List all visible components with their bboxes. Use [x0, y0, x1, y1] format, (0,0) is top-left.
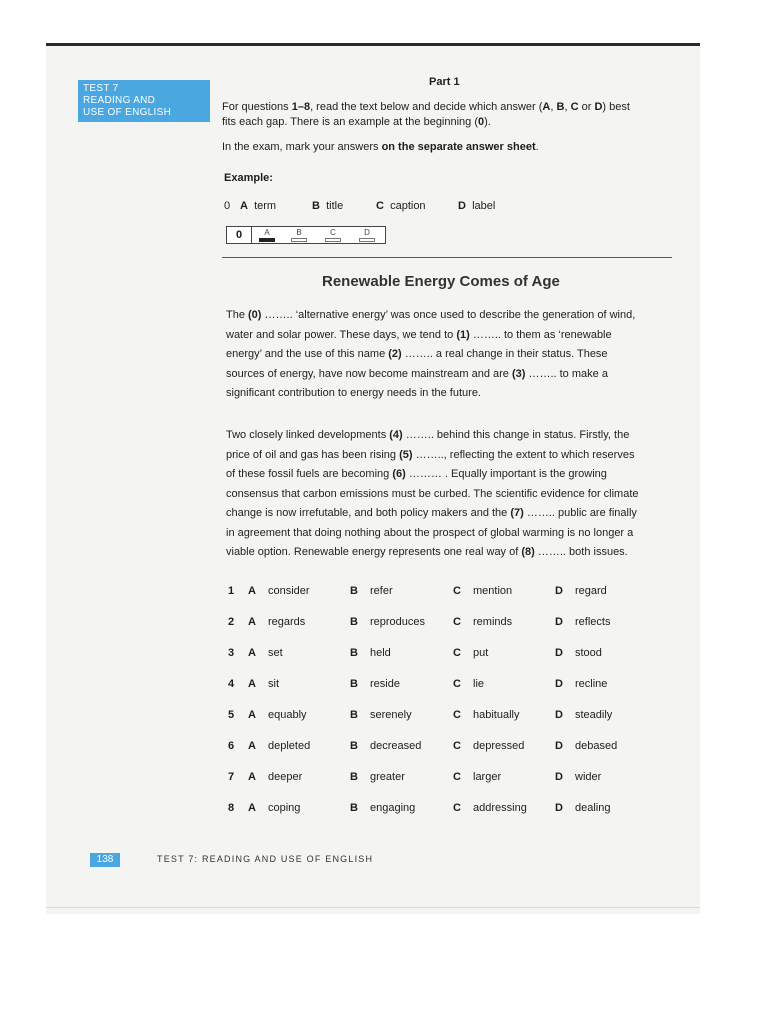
gap-number: (5)	[399, 448, 413, 461]
option-letter: D	[555, 771, 563, 783]
text-line	[226, 306, 676, 326]
option-d: regard	[575, 585, 607, 597]
option-a: set	[268, 647, 283, 659]
instr-text: fits each gap. There is an example at the beginning (	[222, 116, 479, 128]
option-letter: B	[350, 709, 358, 721]
option-letter: C	[453, 802, 461, 814]
text-run: Two closely linked developments	[226, 429, 390, 441]
text-run: ……… . Equally important is the growing	[405, 468, 607, 480]
option-c: larger	[473, 771, 502, 783]
page-top-edge	[46, 43, 700, 46]
bubble-letter: B	[296, 228, 302, 237]
text-run: The	[226, 309, 249, 321]
text-line	[226, 504, 676, 524]
instr-letter: B	[556, 101, 565, 113]
text-run: …….., reflecting the extent to which reserves	[412, 448, 635, 461]
option-letter: A	[248, 585, 256, 597]
instructions: For questions 1–8, read the text below and decide which answer (A, B, C or D) best fits each gap. There is an example at the beginning (0).	[222, 101, 630, 128]
option-letter: B	[350, 678, 358, 690]
answer-bubble-c	[325, 228, 341, 242]
instr-range: 1–8	[291, 101, 311, 113]
option-letter: A	[248, 647, 256, 659]
option-letter: A	[240, 200, 248, 212]
instr-letter: D	[594, 101, 603, 113]
option-letter: A	[248, 678, 256, 690]
option-letter: D	[555, 616, 563, 628]
exam-note-text: In the exam, mark your answers	[222, 141, 382, 153]
option-letter: B	[350, 647, 358, 659]
question-number: 2	[228, 616, 235, 628]
article-paragraph-1	[226, 306, 676, 404]
option-letter: B	[350, 585, 358, 597]
question-row	[228, 647, 668, 667]
option-c: depressed	[473, 740, 525, 752]
option-d: dealing	[575, 802, 611, 814]
option-b: decreased	[370, 740, 422, 752]
option-b: refer	[370, 585, 393, 597]
option-letter: D	[555, 740, 563, 752]
option-letter: A	[248, 771, 256, 783]
exam-note-text: .	[535, 141, 539, 153]
text-run: in agreement that doing nothing about the prospect of global warming is no longer a	[226, 526, 634, 539]
option-letter: C	[453, 616, 461, 628]
question-number: 7	[228, 771, 235, 783]
example-option-b	[312, 200, 343, 212]
section-divider	[222, 257, 672, 258]
text-run: significant contribution to energy needs in the future.	[226, 387, 481, 399]
running-title: TEST 7: READING AND USE OF ENGLISH	[157, 854, 374, 864]
section-tag-line: USE OF ENGLISH	[83, 107, 172, 118]
example-option-a	[240, 200, 276, 212]
option-d: recline	[575, 678, 608, 690]
option-letter: D	[458, 200, 466, 212]
question-number: 6	[228, 740, 235, 752]
text-line	[226, 345, 676, 365]
page-number: 138	[90, 853, 120, 867]
text-run: sources of energy, have now become mainstream and are	[226, 367, 512, 380]
text-line	[226, 446, 676, 466]
page-bottom-edge	[46, 907, 700, 908]
option-b: engaging	[370, 802, 416, 814]
text-run: price of oil and gas has been rising	[226, 448, 400, 461]
option-letter: A	[248, 740, 256, 752]
question-row	[228, 585, 668, 605]
example-option-d	[458, 200, 495, 212]
text-run: …….. ‘alternative energy’ was once used to describe the generation of wind,	[261, 309, 636, 321]
option-letter: C	[453, 647, 461, 659]
exam-note-bold: on the separate answer sheet	[381, 141, 536, 153]
instr-letter: A	[542, 101, 551, 113]
option-b: held	[370, 647, 391, 659]
option-a: consider	[268, 585, 310, 597]
option-c: mention	[473, 585, 513, 597]
question-row	[228, 709, 668, 729]
option-d: wider	[575, 771, 602, 783]
text-line	[226, 543, 676, 563]
option-letter: D	[555, 709, 563, 721]
text-run: …….. to make a	[525, 367, 608, 380]
text-run: …….. to them as ‘renewable	[469, 328, 612, 341]
option-letter: C	[453, 678, 461, 690]
option-letter: B	[350, 771, 358, 783]
question-row	[228, 802, 668, 822]
option-letter: D	[555, 802, 563, 814]
text-line	[226, 384, 676, 404]
section-tag-line: READING AND	[83, 95, 156, 106]
option-letter: D	[555, 678, 563, 690]
text-line	[226, 426, 676, 446]
text-run: …….. behind this change in status. Firstly, the	[402, 429, 630, 441]
question-row	[228, 771, 668, 791]
option-letter: B	[350, 616, 358, 628]
question-number: 5	[228, 709, 235, 721]
option-letter: C	[453, 709, 461, 721]
bubble-mark	[325, 238, 341, 242]
text-run: of these fossil fuels are becoming	[226, 468, 393, 480]
question-number: 1	[228, 585, 235, 597]
option-word: caption	[390, 200, 426, 212]
gap-number: (3)	[511, 367, 526, 380]
option-d: steadily	[575, 709, 613, 721]
question-row	[228, 740, 668, 760]
option-letter: D	[555, 585, 563, 597]
answer-bubble-a	[259, 228, 275, 242]
text-run: water and solar power. These days, we tend to	[226, 328, 457, 341]
question-number: 4	[228, 678, 235, 690]
option-letter: A	[248, 616, 256, 628]
text-line	[226, 524, 676, 544]
instr-text: ) best	[602, 101, 630, 113]
text-run: …….. a real change in their status. These	[401, 348, 608, 360]
bubble-mark	[259, 238, 275, 242]
option-b: reproduces	[370, 616, 426, 628]
option-d: reflects	[575, 616, 611, 628]
text-run: viable option. Renewable energy represents one real way of	[226, 546, 522, 558]
answer-sheet-number: 0	[227, 227, 252, 243]
answer-bubble-b	[291, 228, 307, 242]
text-line	[226, 465, 676, 485]
bubble-letter: D	[364, 228, 370, 237]
option-letter: D	[555, 647, 563, 659]
text-line	[226, 485, 676, 505]
text-run: change is now irrefutable, and both policy makers and the	[226, 507, 511, 519]
gap-number: (7)	[510, 507, 524, 519]
answer-bubble-d	[359, 228, 375, 242]
option-d: debased	[575, 740, 618, 752]
option-c: reminds	[473, 616, 513, 628]
gap-number: (4)	[389, 429, 403, 441]
option-b: greater	[370, 771, 405, 783]
text-run: …….. public are finally	[523, 507, 637, 519]
question-row	[228, 678, 668, 698]
option-letter: A	[248, 709, 256, 721]
option-letter: C	[453, 740, 461, 752]
article-title: Renewable Energy Comes of Age	[322, 273, 560, 290]
bubble-mark	[359, 238, 375, 242]
gap-number: (0)	[248, 309, 262, 321]
instr-text: For questions	[222, 101, 292, 113]
option-word: title	[326, 200, 344, 212]
option-letter: A	[248, 802, 256, 814]
question-row	[228, 616, 668, 636]
bubble-mark	[291, 238, 307, 242]
option-word: term	[254, 200, 277, 212]
option-a: depleted	[268, 740, 311, 752]
option-a: sit	[268, 678, 279, 690]
example-option-c	[376, 200, 426, 212]
instr-letter: C	[570, 101, 579, 113]
text-line	[226, 365, 676, 385]
bubble-letter: A	[264, 228, 270, 237]
article-paragraph-2	[226, 426, 676, 563]
option-letter: B	[350, 740, 358, 752]
option-a: regards	[268, 616, 306, 628]
option-c: lie	[473, 678, 485, 690]
option-letter: B	[350, 802, 358, 814]
gap-number: (1)	[456, 328, 470, 341]
exam-note	[222, 140, 672, 155]
text-run: …….. both issues.	[534, 546, 628, 558]
option-c: put	[473, 647, 489, 659]
text-run: energy’ and the use of this name	[226, 348, 389, 360]
text-line	[226, 326, 676, 346]
gap-number: (8)	[521, 546, 535, 558]
option-d: stood	[575, 647, 602, 659]
option-c: addressing	[473, 802, 527, 814]
bubble-letter: C	[330, 228, 336, 237]
option-letter: C	[453, 585, 461, 597]
instr-text: , read the text below and decide which answer (	[310, 101, 543, 113]
option-letter: C	[376, 200, 384, 212]
option-c: habitually	[473, 709, 520, 721]
question-number: 3	[228, 647, 235, 659]
option-a: coping	[268, 802, 301, 814]
option-letter: B	[312, 200, 320, 212]
example-answer-sheet	[226, 226, 386, 244]
text-run: consensus that carbon emissions must be curbed. The scientific evidence for climate	[226, 487, 639, 500]
example-label: Example:	[224, 172, 273, 184]
section-tag	[78, 80, 210, 122]
instr-example-num: 0	[478, 116, 485, 128]
option-a: equably	[268, 709, 307, 721]
instr-text: ).	[484, 116, 491, 128]
part-heading: Part 1	[429, 76, 460, 88]
gap-number: (6)	[392, 468, 406, 480]
option-word: label	[472, 200, 496, 212]
example-number: 0	[224, 200, 231, 212]
option-b: reside	[370, 678, 400, 690]
option-b: serenely	[370, 709, 412, 721]
option-letter: C	[453, 771, 461, 783]
question-number: 8	[228, 802, 235, 814]
gap-number: (2)	[388, 348, 402, 360]
option-a: deeper	[268, 771, 303, 783]
section-tag-line: TEST 7	[83, 83, 119, 94]
